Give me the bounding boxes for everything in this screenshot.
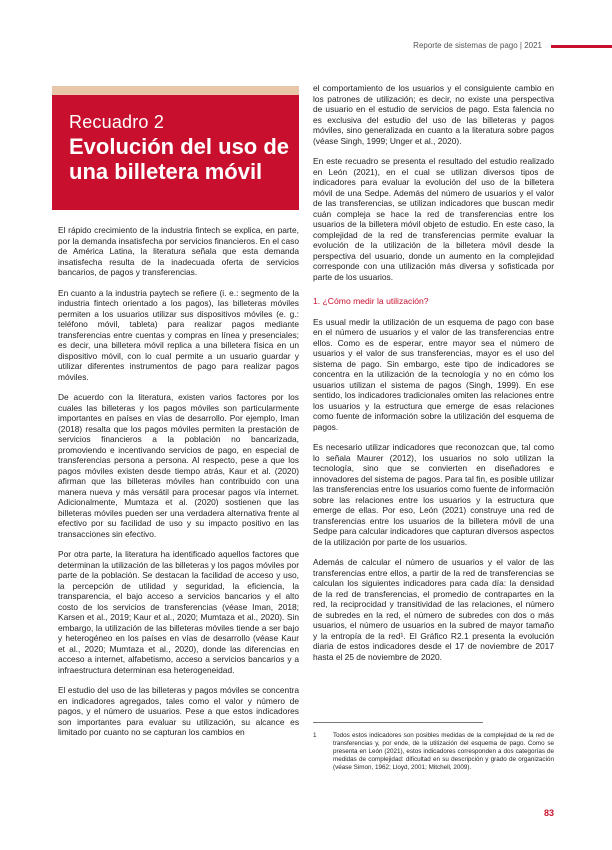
- body-paragraph: Es necesario utilizar indicadores que reconozcan que, tal como lo señala Maurer (2012), los usuarios no solo utilizan la tecnología, sino que se convierten en diseñadores e innovadores del sistema de pagos. Para tal fin, es posible utilizar las transferencias entre los usuarios como fuente de información sobre las relaciones entre los usuarios y la estructura que emerge de ellas. Por eso, León (2021) construye una red de transferencias entre los usuarios de la billetera móvil de una Sedpe para calcular indicadores que capturan diversos aspectos de la utilización por parte de los usuarios.: [313, 442, 554, 547]
- title-panel-band: [52, 86, 299, 95]
- page-number: 83: [544, 808, 555, 818]
- header-accent-rule: [551, 45, 612, 48]
- left-column: [58, 225, 299, 748]
- body-paragraph: El rápido crecimiento de la industria fintech se explica, en parte, por la demanda insatisfecha por servicios financieros. En el caso de América Latina, la literatura señala que esta demanda insatisfecha resulta de la inadecuada oferta de servicios bancarios, de pagos y transferencias.: [58, 225, 299, 277]
- section-heading: 1. ¿Cómo medir la utilización?: [313, 296, 429, 306]
- body-paragraph: el comportamiento de los usuarios y el consiguiente cambio en los patrones de utilización; es decir, no existe una perspectiva de usuario en el estudio de servicios de pago. Esta falencia no es exclusiva del estudio del uso de las billeteras y pagos móviles, sino generalizada en cuanto a la literatura sobre pagos (véase Singh, 1999; Unger et al., 2020).: [313, 83, 554, 146]
- footnote-number: 1: [313, 732, 317, 739]
- body-paragraph: Por otra parte, la literatura ha identificado aquellos factores que determinan la utilización de las billeteras y los pagos móviles por parte de la población. Se destacan la facilidad de acceso y uso, la percepción de utilidad y seguridad, la eficiencia, la transparencia, el bajo acceso a servicios bancarios y el alto costo de los servicios de transferencias (véase Iman, 2018; Karsen et al., 2019; Kaur et al., 2020; Mumtaza et al., 2020). Sin embargo, la utilización de las billeteras móviles tiende a ser bajo y heterogéneo en los países en vías de desarrollo (véase Kaur et al., 2020; Mumtaza et al., 2020), donde las diferencias en acceso a internet, alfabetismo, acceso a servicios bancarios y a infraestructura determinan esa heterogeneidad.: [58, 549, 299, 675]
- footnote-divider: [313, 722, 483, 723]
- body-paragraph: De acuerdo con la literatura, existen varios factores por los cuales las billeteras y los pagos móviles son particularmente importantes en países en vías de desarrollo. Por ejemplo, Iman (2018) resalta que los pagos móviles permiten la prestación de servicios financieros a la población no bancarizada, promoviendo e incentivando servicios de pago, en especial de transferencias persona a persona. Al respecto, pese a que los pagos móviles existen desde tiempo atrás, Kaur et al. (2020) afirman que las billeteras móviles han contribuido con una manera nueva y más versátil para procesar pagos vía internet. Adicionalmente, Mumtaza et al. (2020) sostienen que las billeteras móviles pueden ser una verdadera alternativa frente al efectivo por su facilidad de uso y su impacto positivo en las transacciones sin efectivo.: [58, 392, 299, 539]
- body-paragraph: Es usual medir la utilización de un esquema de pago con base en el número de usuarios y el valor de las transferencias entre ellos. Como es de esperar, entre mayor sea el número de usuarios y el valor de sus transferencias, mayor es el uso del sistema de pago. Sin embargo, este tipo de indicadores se concentra en la utilización de la tecnología y no en cómo los usuarios utilizan el sistema de pagos (Singh, 1999). En ese sentido, los indicadores tradicionales omiten las relaciones entre los usuarios y la estructura que emerge de esas relaciones como fuente de información sobre la utilización del esquema de pagos.: [313, 316, 554, 432]
- body-paragraph: En cuanto a la industria paytech se refiere (i. e.: segmento de la industria fintech orientado a los pagos), las billeteras móviles permiten a los usuarios utilizar sus dispositivos móviles (e. g.: teléfono móvil, tableta) para realizar pagos mediante transferencias entre cuentas y compras en línea y presenciales; es decir, una billetera móvil replica a una billetera física en un dispositivo móvil, con lo cual permite a un usuario guardar y utilizar diferentes instrumentos de pago para realizar pagos móviles.: [58, 287, 299, 382]
- box-title-panel: [52, 86, 299, 210]
- body-paragraph: Además de calcular el número de usuarios y el valor de las transferencias entre ellos, a partir de la red de transferencias se calculan los siguientes indicadores para cada día: la densidad de la red de transferencias, el promedio de contrapartes en la red, la reciprocidad y transitividad de las relaciones, el número de subredes en la red, el número de subredes con dos o más usuarios, el número de usuarios en la subred de mayor tamaño y la entropía de la red¹. El Gráfico R2.1 presenta la evolución diaria de estos indicadores desde el 17 de noviembre de 2017 hasta el 25 de noviembre de 2020.: [313, 557, 554, 662]
- body-paragraph: En este recuadro se presenta el resultado del estudio realizado en León (2021), en el cual se utilizan diversos tipos de indicadores para evaluar la evolución del uso de la billetera móvil de una Sedpe. Además del número de usuarios y el valor de las transferencias, se utilizan indicadores que buscan medir cuán compleja se hace la red de transferencias entre los usuarios de la billetera móvil objeto de estudio. En este caso, la complejidad de la red de transferencias permite evaluar la evolución de la utilización de la billetera móvil desde la perspectiva del usuario, donde un aumento en la complejidad corresponde con una utilización más diversa y sofisticada por parte de los usuarios.: [313, 156, 554, 282]
- footnote-text: Todos estos indicadores son posibles medidas de la complejidad de la red de transferencias y, por ende, de la utilización del esquema de pago. Como se presenta en León (2021), estos indicadores corresponden a dos categorías de medidas de complejidad: dificultad en su descripción y grado de organización (véase Simon, 1962; Lloyd, 2001; Mitchell, 2009).: [333, 732, 554, 771]
- right-column: [313, 83, 554, 672]
- footnote: [313, 732, 554, 772]
- box-kicker: Recuadro 2: [69, 112, 165, 132]
- body-paragraph: El estudio del uso de las billeteras y pagos móviles se concentra en indicadores agregados, tales como el valor y número de pagos, y el número de usuarios. Pese a que estos indicadores son importantes para evaluar su utilización, su alcance es limitado por cuanto no se capturan los cambios en: [58, 685, 299, 737]
- running-header-title: Reporte de sistemas de pago | 2021: [413, 41, 542, 50]
- box-title: Evolución del uso de una billetera móvil: [69, 134, 290, 184]
